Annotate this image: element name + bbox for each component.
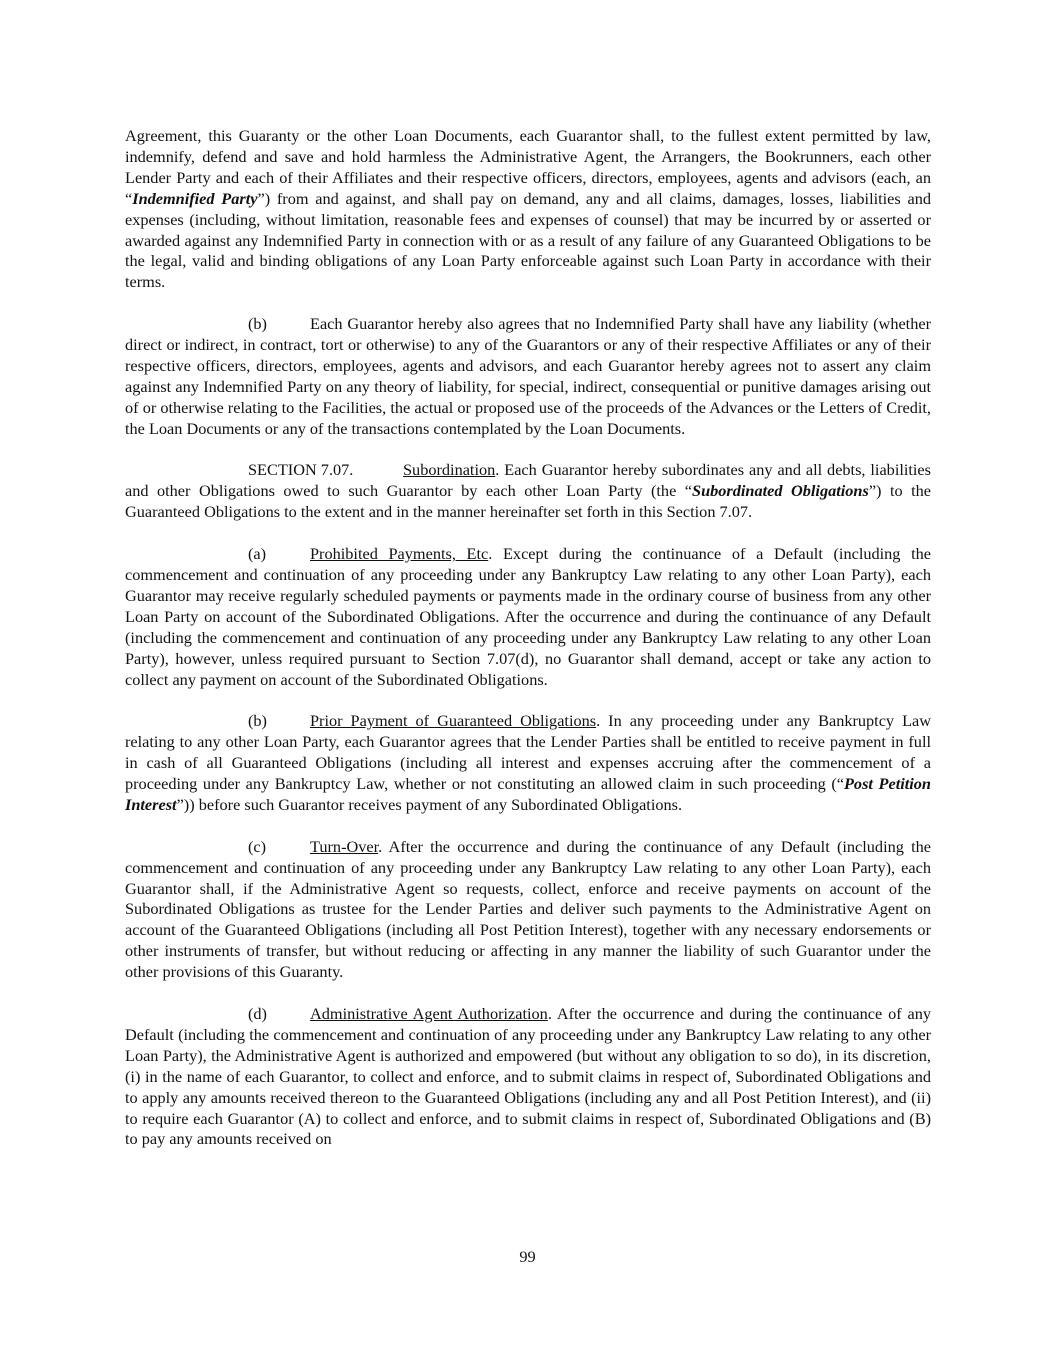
clause-label: (c) — [248, 836, 267, 856]
clause-heading: Turn-Over — [310, 836, 379, 856]
document-body — [125, 126, 931, 1171]
paragraph-b-prior-payment: (b) Prior Payment of Guaranteed Obligations. In any proceeding under any Bankruptcy Law relating to any other Loan Party, each Guarantor agrees that the Lender Parties shall be entitled to receive payment in full in cash of all Guaranteed Obligations (including all interest and expenses accruing after the commencement of a proceeding under any Bankruptcy Law, whether or not constituting an allowed claim in such proceeding (“Post Petition Interest”)) before such Guarantor receives payment of any Subordinated Obligations. — [125, 711, 931, 814]
section-number: SECTION 7.07. — [248, 460, 354, 480]
defined-term-post-petition-interest: Post Petition Interest — [125, 774, 931, 814]
section-7-07-subordination: SECTION 7.07. Subordination. Each Guarantor hereby subordinates any and all debts, liabilities and other Obligations owed to such Guarantor by each other Loan Party (the “Subordinated Obligations”) to the Guaranteed Obligations to the extent and in the manner hereinafter set forth in this Section 7.07. — [125, 460, 931, 522]
clause-heading: Administrative Agent Authorization — [310, 1003, 548, 1023]
defined-term-indemnified-party: Indemnified Party — [132, 188, 258, 208]
clause-heading: Prior Payment of Guaranteed Obligations — [310, 711, 597, 731]
paragraph-a-prohibited-payments: (a) Prohibited Payments, Etc. Except during the continuance of a Default (including the commencement and continuation of any proceeding under any Bankruptcy Law relating to any other Loan Party), each Guarantor may receive regularly scheduled payments or payments made in the ordinary course of business from any other Loan Party on account of the Subordinated Obligations. After the occurrence and during the continuance of any Default (including the commencement and continuation of any proceeding under any Bankruptcy Law relating to any other Loan Party), however, unless required pursuant to Section 7.07(d), no Guarantor shall demand, accept or take any action to collect any payment on account of the Subordinated Obligations. — [125, 544, 931, 689]
clause-label: (b) — [248, 314, 267, 334]
paragraph-b-no-liability: (b) Each Guarantor hereby also agrees that no Indemnified Party shall have any liability (whether direct or indirect, in contract, tort or otherwise) to any of the Guarantors or any of their respective Affiliates or any of their respective officers, directors, employees, agents and advisors, and each Guarantor hereby agrees not to assert any claim against any Indemnified Party on any theory of liability, for special, indirect, consequential or punitive damages arising out of or otherwise relating to the Facilities, the actual or proposed use of the proceeds of the Advances or the Letters of Credit, the Loan Documents or any of the transactions contemplated by the Loan Documents. — [125, 314, 931, 438]
clause-label: (d) — [248, 1003, 267, 1023]
paragraph-d-agent-authorization: (d) Administrative Agent Authorization. After the occurrence and during the continuance of any Default (including the commencement and continuation of any proceeding under any Bankruptcy Law relating to any other Loan Party), the Administrative Agent is authorized and empowered (but without any obligation to so do), in its discretion, (i) in the name of each Guarantor, to collect and enforce, and to submit claims in respect of, Subordinated Obligations and to apply any amounts received thereon to the Guaranteed Obligations (including any and all Post Petition Interest), and (ii) to require each Guarantor (A) to collect and enforce, and to submit claims in respect of, Subordinated Obligations and (B) to pay any amounts received on — [125, 1003, 931, 1149]
page-number: 99 — [519, 1247, 536, 1266]
clause-heading: Prohibited Payments, Etc — [310, 544, 489, 564]
section-heading: Subordination — [403, 460, 496, 480]
clause-label: (a) — [248, 544, 267, 564]
defined-term-subordinated-obligations: Subordinated Obligations — [692, 481, 869, 501]
clause-label: (b) — [248, 711, 267, 731]
paragraph-indemnification: Agreement, this Guaranty or the other Loan Documents, each Guarantor shall, to the fullest extent permitted by law, indemnify, defend and save and hold harmless the Administrative Agent, the Arrangers, the Bookrunners, each other Lender Party and each of their Affiliates and their respective officers, directors, employees, agents and advisors (each, an “Indemnified Party”) from and against, and shall pay on demand, any and all claims, damages, losses, liabilities and expenses (including, without limitation, reasonable fees and expenses of counsel) that may be incurred by or asserted or awarded against any Indemnified Party in connection with or as a result of any failure of any Guaranteed Obligations to be the legal, valid and binding obligations of any Loan Party enforceable against such Loan Party in accordance with their terms. — [125, 126, 931, 292]
paragraph-c-turn-over: (c) Turn-Over. After the occurrence and during the continuance of any Default (including the commencement and continuation of any proceeding under any Bankruptcy Law relating to any other Loan Party), each Guarantor shall, if the Administrative Agent so requests, collect, enforce and receive payments on account of the Subordinated Obligations as trustee for the Lender Parties and deliver such payments to the Administrative Agent on account of the Guaranteed Obligations (including all Post Petition Interest), together with any necessary endorsements or other instruments of transfer, but without reducing or affecting in any manner the liability of such Guarantor under the other provisions of this Guaranty. — [125, 836, 931, 982]
